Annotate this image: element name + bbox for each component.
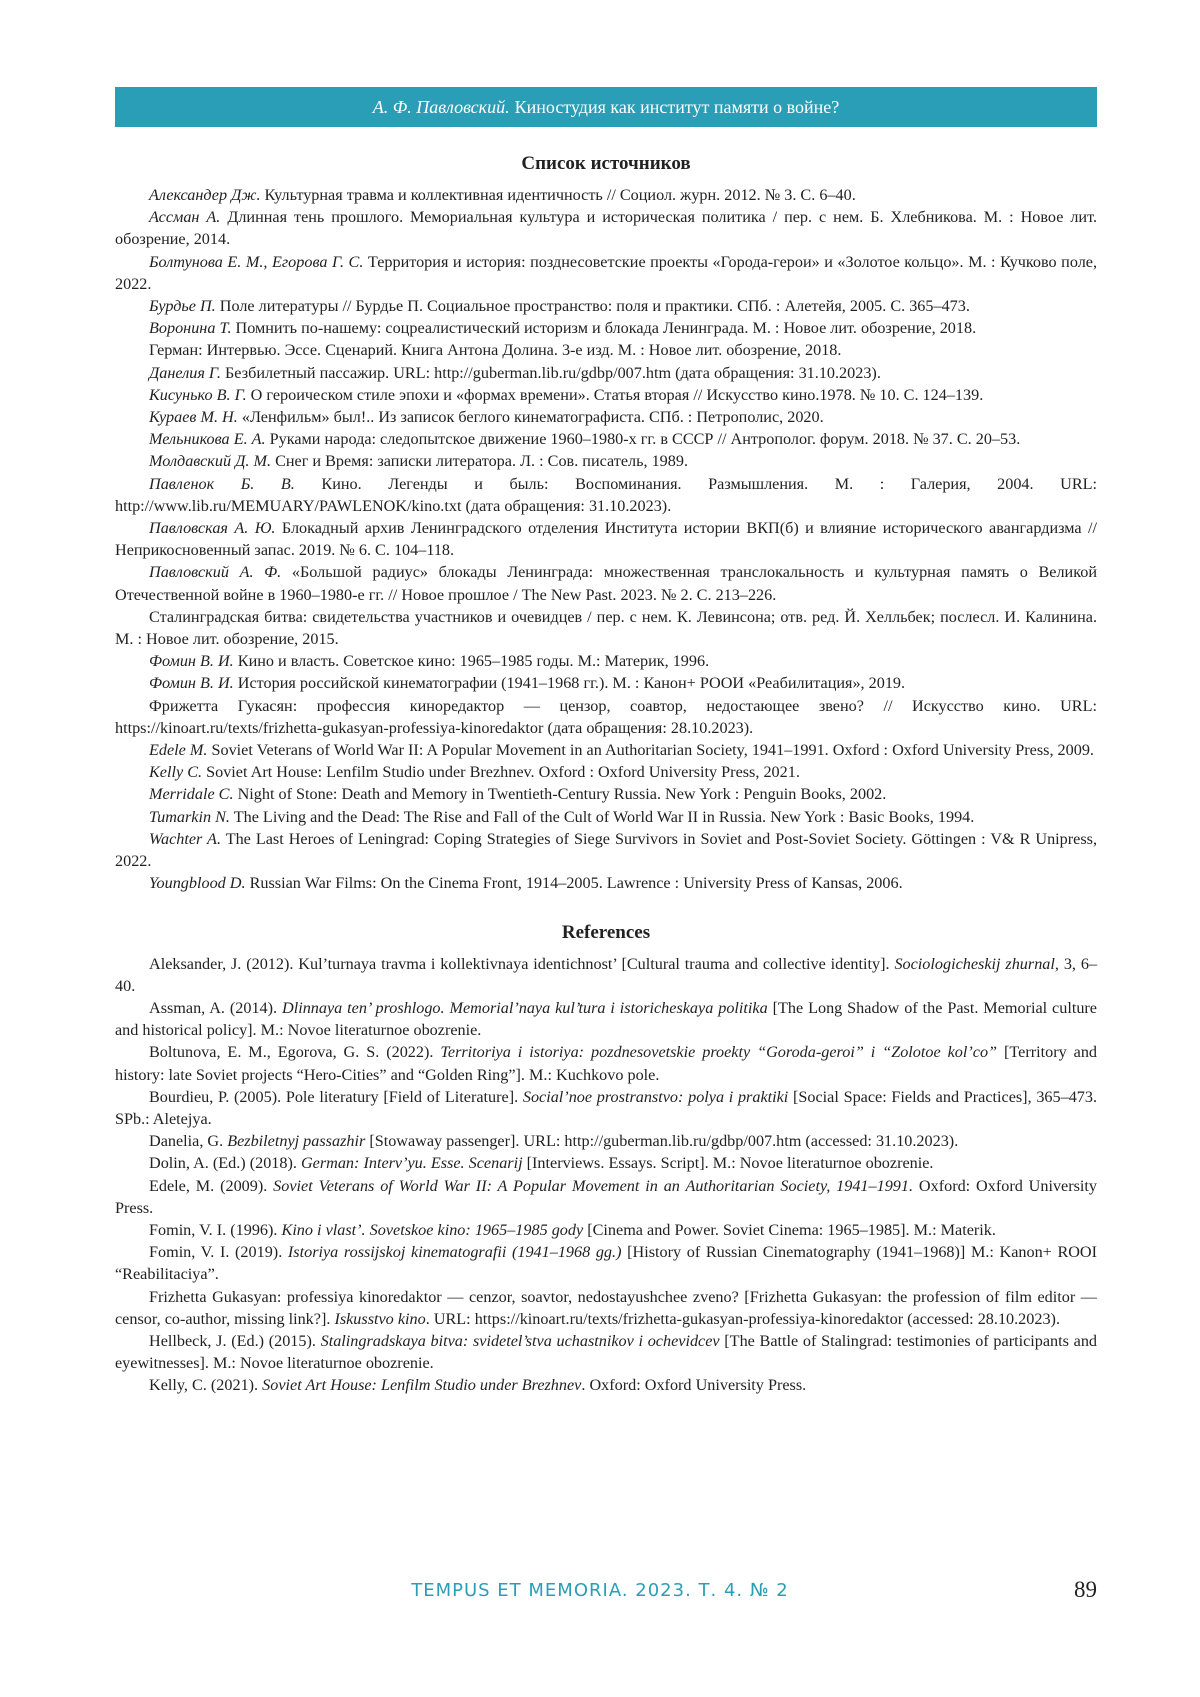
reference-post: [History of Russian Cinematography (1941–1968)] M.: Kanon+ ROOI “Reabilitaciya”. xyxy=(115,1243,1097,1283)
reference-pre: Assman, A. (2014). xyxy=(149,999,277,1017)
reference-post: [Social Space: Fields and Practices], 365–473. SPb.: Aletejya. xyxy=(115,1088,1097,1128)
reference-italic: Territoriya i istoriya: pozdnesovetskie proekty “Goroda-geroi” i “Zolotoe kol’co” xyxy=(440,1043,997,1061)
reference-italic: Social’noe prostranstvo: polya i praktiki xyxy=(523,1088,788,1106)
source-author: Kelly C. xyxy=(149,763,202,781)
source-entry xyxy=(115,184,1097,206)
reference-entry xyxy=(115,1152,1097,1174)
reference-entry xyxy=(115,1130,1097,1152)
source-text: Кино и власть. Советское кино: 1965–1985 годы. М.: Материк, 1996. xyxy=(238,652,709,670)
source-author: Фомин В. И. xyxy=(149,652,234,670)
source-author: Александер Дж. xyxy=(149,186,261,204)
reference-italic: Iskusstvo kino xyxy=(334,1310,425,1328)
source-text: Russian War Films: On the Cinema Front, 1914–2005. Lawrence : University Press of Kansas, 2006. xyxy=(250,874,903,892)
source-text: Кино. Легенды и быль: Воспоминания. Размышления. М. : Галерия, 2004. URL: http://www.lib.ru/MEMUARY/PAWLENOK/kino.txt (дата обращения: 31.10.2023). xyxy=(115,475,1097,515)
source-text: The Living and the Dead: The Rise and Fall of the Cult of World War II in Russia. New York : Basic Books, 1994. xyxy=(234,808,975,826)
reference-post: . URL: https://kinoart.ru/texts/frizhetta-gukasyan-professiya-kinoredaktor (accessed: 28.10.2023). xyxy=(426,1310,1060,1328)
source-author: Edele M. xyxy=(149,741,207,759)
reference-entry xyxy=(115,1286,1097,1330)
source-text: Night of Stone: Death and Memory in Twentieth-Century Russia. New York : Penguin Books, 2002. xyxy=(238,785,887,803)
source-author: Павленок Б. В. xyxy=(149,475,295,493)
source-entry xyxy=(115,362,1097,384)
source-author: Кураев М. Н. xyxy=(149,408,238,426)
reference-post: [Interviews. Essays. Script]. M.: Novoe literaturnoe obozrenie. xyxy=(527,1154,934,1172)
page-number: 89 xyxy=(1074,1577,1097,1603)
header-author: А. Ф. Павловский. xyxy=(373,97,510,118)
reference-pre: Frizhetta Gukasyan: professiya kinoredaktor — cenzor, soavtor, nedostayushchee zveno? [Frizhetta Gukasyan: the profession of film editor — censor, co-author, missing link?]. xyxy=(115,1288,1097,1328)
sources-heading: Список источников xyxy=(115,152,1097,176)
source-author: Болтунова Е. М., Егорова Г. С. xyxy=(149,253,363,271)
source-entry xyxy=(115,606,1097,650)
reference-pre: Fomin, V. I. (1996). xyxy=(149,1221,277,1239)
reference-italic: Soviet Art House: Lenfilm Studio under Brezhnev xyxy=(262,1376,581,1394)
source-text: Фрижетта Гукасян: профессия кинoредактор — цензор, соавтор, недостающее звено? // Искусство кино. URL: https://kinoart.ru/texts/frizhetta-gukasyan-professiya-kinoredaktor (дата обращения: 28.10.2023). xyxy=(115,697,1097,737)
reference-post: 3, 6–40. xyxy=(115,955,1097,995)
source-text: Сталинградская битва: свидетельства участников и очевидцев / пер. с нем. К. Левинсона; отв. ред. Й. Хелльбек; послесл. И. Калинина. М. : Новое лит. обозрение, 2015. xyxy=(115,608,1097,648)
reference-italic: Soviet Veterans of World War II: A Popular Movement in an Authoritarian Society, 1941–1991. xyxy=(273,1177,913,1195)
source-text: «Большой радиус» блокады Ленинграда: множественная транслокальность и культурная память о Великой Отечественной войне в 1960–1980-е гг. // Новое прошлое / The New Past. 2023. № 2. С. 213–226. xyxy=(115,563,1097,603)
reference-pre: Fomin, V. I. (2019). xyxy=(149,1243,282,1261)
source-author: Wachter A. xyxy=(149,830,221,848)
reference-pre: Edele, M. (2009). xyxy=(149,1177,267,1195)
source-author: Кисунько В. Г. xyxy=(149,386,247,404)
source-text: The Last Heroes of Leningrad: Coping Strategies of Siege Survivors in Soviet and Post-Soviet Society. Göttingen : V& R Unipress, 2022. xyxy=(115,830,1097,870)
reference-italic: Dlinnaya ten’ proshlogo. Memorial’naya kul’tura i istoricheskaya politika xyxy=(282,999,768,1017)
reference-entry xyxy=(115,953,1097,997)
source-entry xyxy=(115,872,1097,894)
reference-pre: Dolin, A. (Ed.) (2018). xyxy=(149,1154,297,1172)
source-entry xyxy=(115,384,1097,406)
source-entry xyxy=(115,339,1097,361)
source-entry xyxy=(115,739,1097,761)
source-author: Молдавский Д. М. xyxy=(149,452,271,470)
reference-entry xyxy=(115,1175,1097,1219)
source-entry xyxy=(115,650,1097,672)
reference-post: [The Battle of Stalingrad: testimonies of participants and eyewitnesses]. M.: Novoe literaturnoe obozrenie. xyxy=(115,1332,1097,1372)
source-text: Безбилетный пассажир. URL: http://guberman.lib.ru/gdbp/007.htm (дата обращения: 31.10.2023). xyxy=(225,364,881,382)
source-text: Длинная тень прошлого. Мемориальная культура и историческая политика / пер. с нем. Б. Хлебникова. М. : Новое лит. обозрение, 2014. xyxy=(115,208,1097,248)
sources-list xyxy=(115,184,1097,895)
reference-pre: Boltunova, E. M., Egorova, G. S. (2022). xyxy=(149,1043,433,1061)
references-list xyxy=(115,953,1097,1397)
reference-italic: Stalingradskaya bitva: svidetel’stva uchastnikov i ochevidcev xyxy=(321,1332,720,1350)
reference-entry xyxy=(115,1219,1097,1241)
reference-italic: Kino i vlast’. Sovetskoe kino: 1965–1985 gody xyxy=(282,1221,584,1239)
source-text: История российской кинематографии (1941–1968 гг.). М. : Канон+ РООИ «Реабилитация», 2019. xyxy=(238,674,905,692)
reference-italic: German: Interv’yu. Esse. Scenarij xyxy=(301,1154,523,1172)
source-entry xyxy=(115,295,1097,317)
source-author: Павловский А. Ф. xyxy=(149,563,281,581)
source-text: Блокадный архив Ленинградского отделения Института истории ВКП(б) и влияние исторического авангардизма // Неприкосновенный запас. 2019. № 6. С. 104–118. xyxy=(115,519,1097,559)
reference-entry xyxy=(115,1330,1097,1374)
source-entry xyxy=(115,561,1097,605)
source-text: Герман: Интервью. Эссе. Сценарий. Книга Антона Долина. 3-е изд. М. : Новое лит. обозрение, 2018. xyxy=(149,341,841,359)
source-entry xyxy=(115,450,1097,472)
reference-pre: Danelia, G. xyxy=(149,1132,223,1150)
reference-post: . Oxford: Oxford University Press. xyxy=(581,1376,806,1394)
source-text: Поле литературы // Бурдье П. Социальное пространство: поля и практики. СПб. : Алетейя, 2005. С. 365–473. xyxy=(220,297,970,315)
reference-italic: Istoriya rossijskoj kinematografii (1941–1968 gg.) xyxy=(288,1243,622,1261)
source-author: Merridale C. xyxy=(149,785,234,803)
source-entry xyxy=(115,783,1097,805)
source-author: Воронина Т. xyxy=(149,319,232,337)
source-entry xyxy=(115,251,1097,295)
source-author: Бурдье П. xyxy=(149,297,216,315)
source-author: Павловская А. Ю. xyxy=(149,519,275,537)
source-entry xyxy=(115,806,1097,828)
reference-post: [Stowaway passenger]. URL: http://guberman.lib.ru/gdbp/007.htm (accessed: 31.10.2023). xyxy=(369,1132,958,1150)
references-heading: References xyxy=(115,921,1097,945)
source-text: Снег и Время: записки литератора. Л. : Сов. писатель, 1989. xyxy=(275,452,688,470)
header-title: Киностудия как институт памяти о войне? xyxy=(515,97,840,118)
source-entry xyxy=(115,828,1097,872)
reference-entry xyxy=(115,1041,1097,1085)
source-author: Фомин В. И. xyxy=(149,674,234,692)
reference-pre: Hellbeck, J. (Ed.) (2015). xyxy=(149,1332,316,1350)
source-author: Tumarkin N. xyxy=(149,808,230,826)
source-text: О героическом стиле эпохи и «формах времени». Статья вторая // Искусство кино.1978. № 10. С. 124–139. xyxy=(251,386,984,404)
source-entry xyxy=(115,695,1097,739)
source-entry xyxy=(115,428,1097,450)
source-text: Территория и история: позднесоветские проекты «Города-герои» и «Золотое кольцо». М. : Кучково поле, 2022. xyxy=(115,253,1097,293)
reference-pre: Aleksander, J. (2012). Kul’turnaya travma i kollektivnaya identichnost’ [Cultural trauma and collective identity]. xyxy=(149,955,890,973)
reference-post: [Cinema and Power. Soviet Cinema: 1965–1985]. M.: Materik. xyxy=(587,1221,996,1239)
source-author: Ассман А. xyxy=(149,208,220,226)
source-entry xyxy=(115,406,1097,428)
source-entry xyxy=(115,473,1097,517)
article-body xyxy=(115,152,1097,1397)
reference-post: [The Long Shadow of the Past. Memorial culture and historical policy]. M.: Novoe literaturnoe obozrenie. xyxy=(115,999,1097,1039)
running-header xyxy=(115,87,1097,127)
source-text: Культурная травма и коллективная идентичность // Социол. журн. 2012. № 3. С. 6–40. xyxy=(265,186,856,204)
reference-post: Oxford: Oxford University Press. xyxy=(115,1177,1097,1217)
source-text: «Ленфильм» был!.. Из записок беглого кинематографиста. СПб. : Петрополис, 2020. xyxy=(242,408,824,426)
reference-pre: Bourdieu, P. (2005). Pole literatury [Field of Literature]. xyxy=(149,1088,518,1106)
source-author: Youngblood D. xyxy=(149,874,246,892)
reference-entry xyxy=(115,1086,1097,1130)
reference-entry xyxy=(115,997,1097,1041)
source-author: Мельникова Е. А. xyxy=(149,430,266,448)
reference-italic: Sociologicheskij zhurnal, xyxy=(894,955,1059,973)
source-entry xyxy=(115,517,1097,561)
source-entry xyxy=(115,206,1097,250)
source-text: Руками народа: следопытское движение 1960–1980-х гг. в СССР // Антрополог. форум. 2018. № 37. С. 20–53. xyxy=(270,430,1021,448)
reference-entry xyxy=(115,1241,1097,1285)
source-entry xyxy=(115,672,1097,694)
source-text: Помнить по-нашему: соцреалистический историзм и блокада Ленинграда. М. : Новое лит. обозрение, 2018. xyxy=(236,319,977,337)
reference-post: [Territory and history: late Soviet projects “Hero-Cities” and “Golden Ring”]. M.: Kuchkovo pole. xyxy=(115,1043,1097,1083)
source-author: Данелия Г. xyxy=(149,364,221,382)
reference-italic: Bezbiletnyj passazhir xyxy=(227,1132,365,1150)
source-entry xyxy=(115,317,1097,339)
source-text: Soviet Veterans of World War II: A Popular Movement in an Authoritarian Society, 1941–1991. Oxford : Oxford University Press, 2009. xyxy=(211,741,1094,759)
source-text: Soviet Art House: Lenfilm Studio under Brezhnev. Oxford : Oxford University Press, 2021. xyxy=(206,763,800,781)
source-entry xyxy=(115,761,1097,783)
reference-pre: Kelly, C. (2021). xyxy=(149,1376,258,1394)
journal-footer: TEMPUS ET MEMORIA. 2023. Т. 4. № 2 xyxy=(0,1580,1200,1601)
reference-entry xyxy=(115,1374,1097,1396)
